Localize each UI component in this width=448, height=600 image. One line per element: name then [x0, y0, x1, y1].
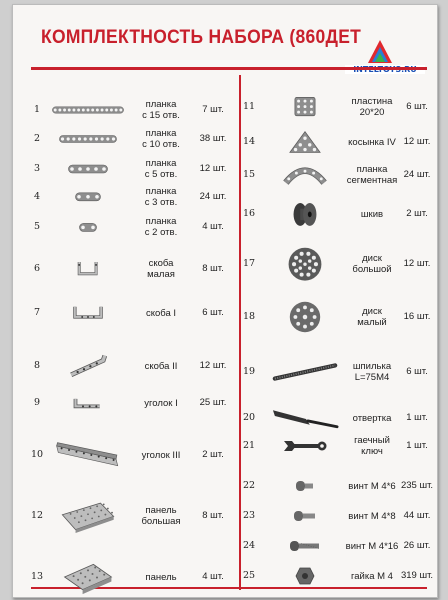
part-number: 22 [242, 480, 256, 491]
part-number: 18 [242, 311, 256, 322]
part-number: 20 [242, 412, 256, 423]
part-name: планка сегментная [346, 164, 398, 186]
part-number: 5 [33, 221, 41, 232]
part-number: 15 [242, 169, 256, 180]
part-quantity: 25 шт. [199, 397, 227, 408]
part-number: 16 [242, 208, 256, 219]
part-name: винт М 4*6 [348, 480, 396, 492]
part-quantity: 7 шт. [202, 104, 224, 115]
part-quantity: 24 шт. [403, 169, 431, 180]
part-name: косынка IV [348, 136, 396, 148]
part-name: диск малый [357, 306, 387, 328]
part-quantity: 6 шт. [406, 366, 428, 377]
logo [345, 39, 425, 81]
part-number: 10 [30, 449, 44, 460]
part-quantity: 2 шт. [406, 208, 428, 219]
part-quantity: 44 шт. [403, 510, 431, 521]
part-quantity: 235 шт. [400, 480, 434, 491]
part-quantity: 24 шт. [199, 191, 227, 202]
part-quantity: 2 шт. [202, 449, 224, 460]
part-number: 1 [33, 104, 41, 115]
parts-list-row [13, 295, 437, 339]
parts-list-row [13, 505, 437, 527]
part-number: 6 [33, 263, 41, 274]
top-divider [31, 67, 427, 70]
part-quantity: 12 шт. [199, 360, 227, 371]
part-name: шпилька L=75M4 [352, 361, 392, 383]
part-quantity: 8 шт. [202, 263, 224, 274]
parts-list-row [13, 241, 437, 287]
part-quantity: 4 шт. [202, 221, 224, 232]
part-name: уголок III [141, 449, 181, 461]
part-name: скоба малая [147, 258, 175, 280]
parts-list-sheet [12, 4, 438, 598]
part-quantity: 16 шт. [403, 311, 431, 322]
parts-list-row [13, 160, 437, 190]
parts-list-row [13, 128, 437, 156]
part-number: 17 [242, 258, 256, 269]
parts-list-row [13, 565, 437, 587]
part-name: скоба II [144, 360, 178, 372]
part-number: 25 [242, 570, 256, 581]
part-number: 3 [33, 163, 41, 174]
part-number: 11 [242, 101, 256, 112]
part-name: уголок I [144, 397, 178, 409]
part-name: винт М 4*8 [348, 510, 396, 522]
part-number: 12 [30, 510, 44, 521]
wrench-icon [282, 431, 328, 461]
screw-m4x16-icon [289, 535, 321, 557]
parts-list-row [13, 201, 437, 227]
page-title: КОМПЛЕКТНОСТЬ НАБОРА (860ДЕТ [41, 27, 362, 48]
part-quantity: 12 шт. [199, 163, 227, 174]
square-plate-icon [294, 96, 316, 117]
part-quantity: 26 шт. [403, 540, 431, 551]
parts-list-row [13, 357, 437, 387]
part-name: планка с 10 отв. [142, 128, 180, 150]
pulley-icon [291, 202, 319, 227]
part-quantity: 319 шт. [400, 570, 434, 581]
part-name: гаечный ключ [354, 435, 390, 457]
gusset-plate-icon [288, 128, 322, 156]
part-name: планка с 15 отв. [142, 99, 180, 121]
part-number: 13 [30, 571, 44, 582]
part-number: 19 [242, 366, 256, 377]
part-number: 21 [242, 440, 256, 451]
part-number: 4 [33, 191, 41, 202]
part-quantity: 38 шт. [199, 133, 227, 144]
part-name: планка с 2 отв. [144, 216, 178, 238]
large-disc-icon [283, 247, 327, 281]
screwdriver-icon [271, 403, 339, 433]
part-name: панель [145, 571, 177, 583]
part-number: 8 [33, 360, 41, 371]
part-number: 7 [33, 307, 41, 318]
part-number: 23 [242, 510, 256, 521]
small-disc-icon [285, 301, 325, 333]
part-quantity: 12 шт. [403, 136, 431, 147]
nut-m4-icon [295, 566, 315, 586]
part-number: 24 [242, 540, 256, 551]
part-number: 2 [33, 133, 41, 144]
part-number: 9 [33, 397, 41, 408]
segment-strip-icon [283, 160, 327, 190]
parts-list-row [13, 93, 437, 121]
part-quantity: 8 шт. [202, 510, 224, 521]
part-name: гайка М 4 [351, 570, 393, 582]
logo-triangle-icon [367, 39, 393, 65]
part-quantity: 6 шт. [202, 307, 224, 318]
screw-m4x8-icon [293, 505, 317, 527]
parts-list-row [13, 535, 437, 557]
threaded-rod-icon [272, 357, 338, 387]
parts-list-row [13, 431, 437, 461]
part-quantity: 12 шт. [403, 258, 431, 269]
part-name: пластина 20*20 [351, 96, 393, 118]
part-name: планка с 3 отв. [144, 186, 178, 208]
screw-m4x6-icon [295, 476, 315, 496]
part-name: винт М 4*16 [345, 540, 399, 552]
part-name: отвертка [352, 412, 392, 424]
part-quantity: 1 шт. [406, 440, 428, 451]
part-quantity: 6 шт. [406, 101, 428, 112]
part-name: планка с 5 отв. [144, 158, 178, 180]
part-name: диск большой [352, 253, 392, 275]
part-name: скоба I [145, 307, 177, 319]
part-quantity: 1 шт. [406, 412, 428, 423]
part-name: панель большая [141, 505, 181, 527]
parts-list-row [13, 475, 437, 497]
part-number: 14 [242, 136, 256, 147]
parts-list-row [13, 403, 437, 433]
part-quantity: 4 шт. [202, 571, 224, 582]
part-name: шкив [360, 208, 384, 220]
